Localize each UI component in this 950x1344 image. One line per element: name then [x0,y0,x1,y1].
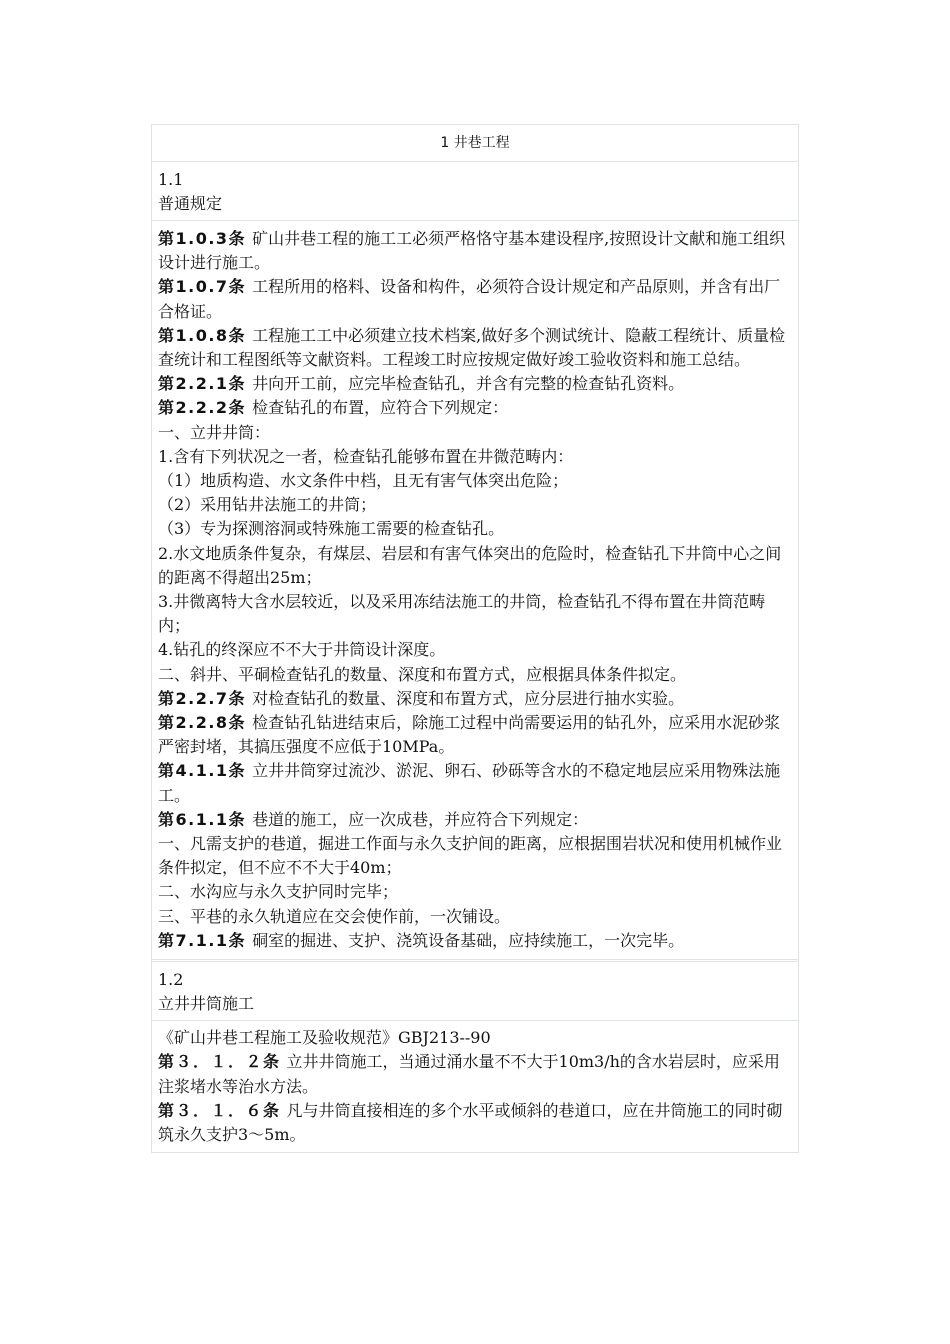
clause-text: 工程施工工中必须建立技术档案,做好多个测试统计、隐蔽工程统计、质量检查统计和工程图纸等文献资料。工程竣工时应按规定做好竣工验收资料和施工总结。 [158,325,786,370]
document-table [151,124,799,1153]
clause-paragraph [158,324,792,372]
clause-number: 第３．１．６条 [158,1100,281,1120]
clause-paragraph [158,808,792,832]
clause-text: 检查钻孔的布置，应符合下列规定： [252,398,509,418]
document-title: 1 井巷工程 [440,135,510,151]
clause-number: 第6.1.1条 [158,809,247,829]
clause-text: 矿山井巷工程的施工工必须严格恪守基本建设程序,按照设计文献和施工组织设计进行施工。 [158,229,786,273]
section-content-1-2 [152,1020,798,1152]
clause-number: 第2.2.7条 [158,688,247,708]
section-number: 1.1 [158,170,184,189]
clause-number: 第1.0.8条 [158,325,247,345]
clause-text: （2）采用钻井法施工的井筒； [158,495,377,515]
clause-number: 第３．１．２条 [158,1052,281,1072]
clause-text: 一、立井井筒： [158,422,271,442]
clause-number: 第1.0.3条 [158,229,247,248]
clause-number: 第2.2.1条 [158,374,247,394]
clause-text: 工程所用的格料、设备和构件，必须符合设计规定和产品原则，并含有出厂合格证。 [158,277,781,321]
clause-text: 二、水沟应与永久支护同时完毕； [158,882,399,902]
clause-paragraph [158,542,792,590]
clause-paragraph [158,687,792,711]
clause-text: 1.含有下列状况之一者，检查钻孔能够布置在井微范畴内： [158,446,574,466]
clause-text: 硐室的掘进、支护、浇筑设备基础，应持续施工，一次完毕。 [252,930,685,950]
clause-number: 第2.2.2条 [158,398,247,418]
clause-text: 巷道的施工，应一次成巷，并应符合下列规定： [252,809,589,829]
clause-paragraph [158,759,792,807]
clause-paragraph [158,880,792,904]
clause-text: 二、斜井、平硐检查钻孔的数量、深度和布置方式，应根据具体条件拟定。 [158,664,687,684]
clause-paragraph [158,493,792,517]
clause-paragraph [158,663,792,687]
section-number: 1.2 [158,970,184,990]
section-header-1-2 [152,959,798,1020]
clause-text: 三、平巷的永久轨道应在交会使作前，一次铺设。 [158,906,511,926]
section-heading: 普通规定 [158,194,223,213]
clause-paragraph [158,929,792,953]
clause-paragraph [158,832,792,880]
section-content-1-1 [152,220,798,959]
clause-paragraph [158,711,792,759]
clause-text: 3.井微离特大含水层较近，以及采用冻结法施工的井筒，检查钻孔不得布置在井筒范畴内； [158,592,766,636]
clause-number: 第1.0.7条 [158,277,247,297]
clause-paragraph [158,1099,792,1147]
clause-paragraph [158,469,792,493]
clause-text: 井向开工前，应完毕检查钻孔，并含有完整的检查钻孔资料。 [252,374,685,394]
clause-text: 立井井筒穿过流沙、淤泥、卵石、砂砾等含水的不稳定地层应采用物殊法施工。 [158,761,781,805]
clause-paragraph [158,445,792,469]
clause-number: 第4.1.1条 [158,761,247,781]
section-header-1-1 [152,161,798,220]
clause-paragraph [158,1050,792,1098]
clause-paragraph [158,590,792,638]
clause-paragraph [158,905,792,929]
clause-paragraph [158,396,792,420]
clause-text: 《矿山井巷工程施工及验收规范》GBJ213--90 [158,1028,491,1048]
clause-text: 检查钻孔钻进结束后，除施工过程中尚需要运用的钻孔外，应采用水泥砂浆严密封堵，其搞压强度不应低于10MPa。 [158,713,781,757]
clause-text: （1）地质构造、水文条件中档，且无有害气体突出危险； [158,471,569,491]
clause-paragraph [158,1026,792,1050]
clause-paragraph [158,275,792,323]
clause-text: （3）专为探测溶洞或特殊施工需要的检查钻孔。 [158,519,505,539]
clause-text: 2.水文地质条件复杂，有煤层、岩层和有害气体突出的危险时，检查钻孔下井筒中心之间的距离不得超出25m； [158,543,782,587]
clause-number: 第7.1.1条 [158,930,247,950]
clause-paragraph [158,421,792,445]
clause-number: 第2.2.8条 [158,713,247,733]
clause-paragraph [158,372,792,396]
clause-paragraph [158,227,792,275]
section-heading: 立井井筒施工 [158,994,255,1014]
clause-text: 一、凡需支护的巷道，掘进工作面与永久支护间的距离，应根据围岩状况和使用机械作业条件拟定，但不应不不大于40m； [158,834,783,878]
clause-paragraph [158,638,792,662]
clause-text: 立井井筒施工，当通过涌水量不不大于10m3/h的含水岩层时，应采用注浆堵水等治水方法。 [158,1052,780,1096]
clause-paragraph [158,517,792,541]
clause-text: 4.钻孔的终深应不不大于井筒设计深度。 [158,640,446,660]
clause-text: 对检查钻孔的数量、深度和布置方式，应分层进行抽水实验。 [252,688,685,708]
clause-text: 凡与井筒直接相连的多个水平或倾斜的巷道口，应在井筒施工的同时砌筑永久支护3～5m。 [158,1100,783,1144]
